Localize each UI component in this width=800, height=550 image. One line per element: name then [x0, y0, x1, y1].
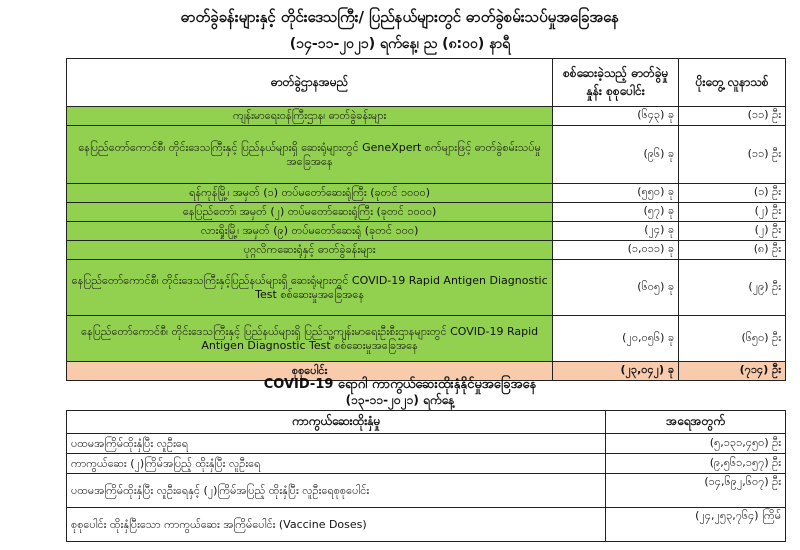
table-row [67, 454, 786, 474]
total-new-cases-cell: (၇၁၄) ဦး [679, 362, 786, 381]
vaccine-label-cell: စုစုပေါင်း ထိုးနှံပြီးသော ကာကွယ်ဆေး အကြိမ်ပေါင်း (Vaccine Doses) [67, 508, 606, 542]
tests-cell: (၂၄) ခု [553, 222, 679, 241]
lab-name-cell: ရန်ကုန်မြို့၊ အမှတ် (၁) တပ်မတော်ဆေးရုံကြီး (ခုတင် ၁၀၀၀) [67, 184, 553, 203]
vaccine-value-cell: (၁၄,၆၉၂,၆၀၇) ဦး [606, 474, 786, 508]
lab-name-cell: ကျန်းမာရေးဝန်ကြီးဌာန၊ ဓာတ်ခွဲခန်းများ [67, 107, 553, 126]
table-header-row [67, 411, 786, 434]
lab-name-cell: နေပြည်တော်ကောင်စီ၊ တိုင်းဒေသကြီးနှင့် ပြည်နယ်များရှိ ပြည်သူ့ကျန်းမာရေးဦးစီးဌာနများတွင် COVID-19 Rapid Antigen Diagnostic Test စစ်ဆေးမှုအခြေအနေ [67, 316, 553, 362]
table-row [67, 434, 786, 454]
vaccine-subtitle: (၁၃-၁၁-၂၀၂၁) ရက်နေ့ [345, 393, 455, 407]
page-title: ဓာတ်ခွဲခန်းများနှင့် တိုင်းဒေသကြီး/ ပြည်နယ်များတွင် ဓာတ်ခွဲစမ်းသပ်မှုအခြေအနေ [180, 8, 620, 26]
column-header-lab: ဓာတ်ခွဲဌာနအမည် [67, 59, 553, 107]
lab-name-cell: နေပြည်တော်ကောင်စီ၊ တိုင်းဒေသကြီးနှင့်ပြည်နယ်များရှိ ဆေးရုံများတွင် COVID-19 Rapid Antigen Diagnostic Test စစ်ဆေးမှုအခြေအနေ [67, 260, 553, 316]
table-row [67, 107, 786, 126]
tests-cell: (၁,၀၁၁) ခု [553, 241, 679, 260]
total-tests-cell: (၂၃,၀၄၂) ခု [553, 362, 679, 381]
lab-name-cell: လားရှိုးမြို့၊ အမှတ် (၉) တပ်မတော်ဆေးရုံ (ခုတင် ၁၀၀) [67, 222, 553, 241]
new-cases-cell: (၁) ဦး [679, 184, 786, 203]
page-subtitle: (၁၄-၁၁-၂၀၂၁) ရက်နေ့၊ ည (၈:၀၀) နာရီ [289, 36, 511, 52]
table-row [67, 508, 786, 542]
table-row [67, 241, 786, 260]
table-row [67, 316, 786, 362]
column-header-tests: စစ်ဆေးခဲ့သည့် ဓာတ်ခွဲမှုနှုန်း စုစုပေါင်း [553, 59, 679, 107]
vaccine-value-cell: (၉,၅၆၁,၁၅၇) ဦး [606, 454, 786, 474]
vaccine-title: COVID-19 ရောဂါ ကာကွယ်ဆေးထိုးနှံနိုင်မှုအခြေအနေ [263, 377, 537, 392]
table-row [67, 260, 786, 316]
tests-cell: (၅၅၀) ခု [553, 184, 679, 203]
new-cases-cell: (၆၅၀) ဦး [679, 316, 786, 362]
vaccine-value-cell: (၂၄,၂၅၃,၇၆၄) ကြိမ် [606, 508, 786, 542]
tests-cell: (၆၄၃) ခု [553, 107, 679, 126]
new-cases-cell: (၈) ဦး [679, 241, 786, 260]
table-row [67, 222, 786, 241]
new-cases-cell: (၂) ဦး [679, 203, 786, 222]
vaccine-label-cell: ပထမအကြိမ်ထိုးနှံပြီး လူဦးရေ [67, 434, 606, 454]
new-cases-cell: (၂) ဦး [679, 222, 786, 241]
table-row [67, 126, 786, 184]
new-cases-cell: (၂၉) ဦး [679, 260, 786, 316]
lab-name-cell: နေပြည်တော်၊ အမှတ် (၂) တပ်မတော်ဆေးရုံကြီး (ခုတင် ၁၀၀၀) [67, 203, 553, 222]
new-cases-cell: (၁၁) ဦး [679, 107, 786, 126]
column-header-new-cases: ပိုးတွေ့ လူနာသစ် [679, 59, 786, 107]
vaccine-label-cell: ကာကွယ်ဆေး (၂)ကြိမ်အပြည့် ထိုးနှံပြီး လူဦးရေ [67, 454, 606, 474]
lab-name-cell: ပုဂ္ဂလိကဆေးရုံနှင့် ဓာတ်ခွဲခန်းများ [67, 241, 553, 260]
vaccine-table [66, 410, 786, 542]
tests-cell: (၉၆) ခု [553, 126, 679, 184]
table-row [67, 203, 786, 222]
new-cases-cell: (၁၁) ဦး [679, 126, 786, 184]
table-row [67, 474, 786, 508]
table-row [67, 184, 786, 203]
lab-name-cell: နေပြည်တော်ကောင်စီ၊ တိုင်းဒေသကြီးနှင့် ပြည်နယ်များရှိ ဆေးရုံများတွင် GeneXpert စက်များဖြင့် ဓာတ်ခွဲစမ်းသပ်မှုအခြေအနေ [67, 126, 553, 184]
vaccine-value-cell: (၅,၁၃၁,၄၅၀) ဦး [606, 434, 786, 454]
tests-cell: (၂၀,၀၅၆) ခု [553, 316, 679, 362]
total-label-cell: စုစုပေါင်း [67, 362, 553, 381]
tests-cell: (၅၇) ခု [553, 203, 679, 222]
column-header-count: အရေအတွက် [606, 411, 786, 434]
tests-cell: (၆၀၅) ခု [553, 260, 679, 316]
vaccine-label-cell: ပထမအကြိမ်ထိုးနှံပြီး လူဦးရေနှင့် (၂)ကြိမ်အပြည့် ထိုးနှံပြီး လူဦးရေစုစုပေါင်း [67, 474, 606, 508]
table-header-row [67, 59, 786, 107]
testing-table [66, 58, 786, 381]
column-header-vaccination: ကာကွယ်ဆေးထိုးနှံမှု [67, 411, 606, 434]
